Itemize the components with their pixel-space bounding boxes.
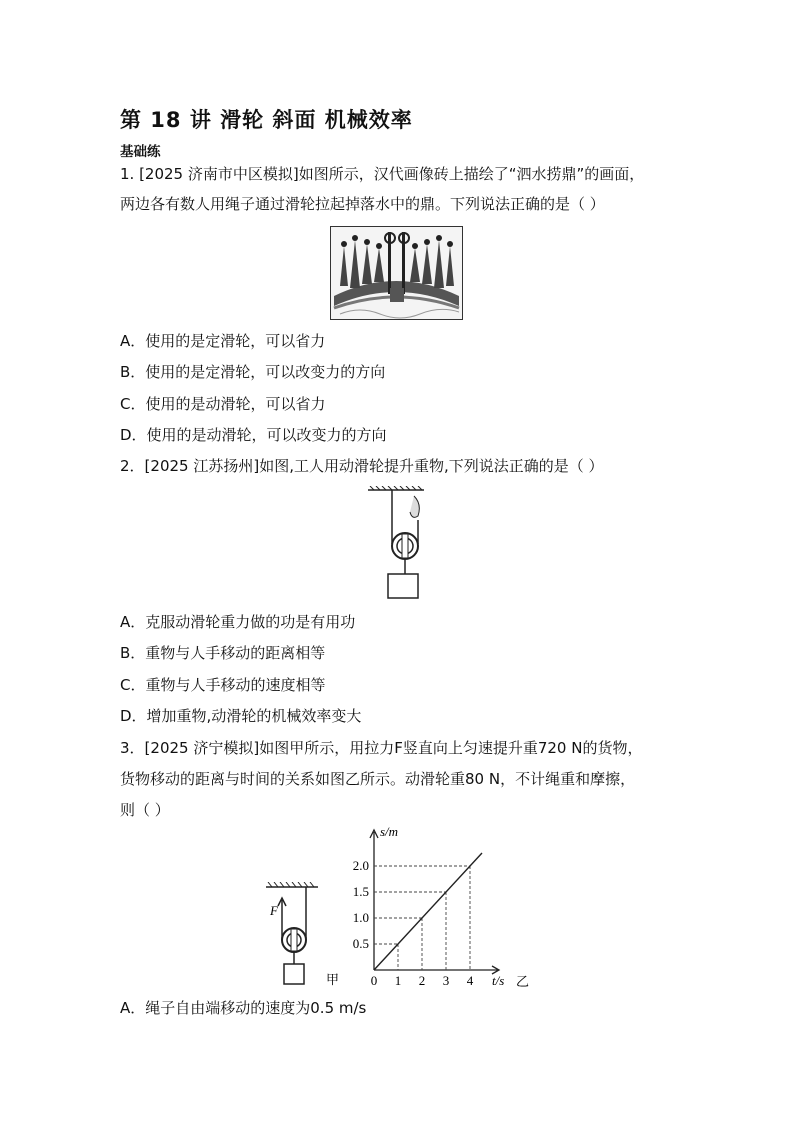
q1-stem-line2: 两边各有数人用绳子通过滑轮拉起掉落水中的鼎。下列说法正确的是（ ）	[120, 195, 605, 213]
q3-figure-b-chart	[340, 822, 540, 998]
y-tick-label-1: 1.0	[352, 910, 369, 925]
x-tick-label-2: 2	[418, 973, 426, 988]
series-line	[374, 853, 482, 970]
force-label: F	[270, 903, 278, 918]
q3-stem-line3: 则（ ）	[120, 801, 170, 819]
q2-figure-movable-pulley	[366, 486, 438, 606]
y-axis-label: s/m	[380, 824, 399, 839]
x-axis-label: t/s	[492, 973, 505, 988]
x-tick-label-0: 0	[370, 973, 378, 988]
q1-option-d: D．使用的是动滑轮，可以改变力的方向	[120, 426, 387, 444]
y-tick-label-2: 1.5	[352, 884, 369, 899]
fig-a-label: 甲	[326, 972, 340, 987]
q1-option-c: C．使用的是动滑轮，可以省力	[120, 395, 326, 413]
q1-figure-brick-relief	[330, 226, 463, 324]
x-tick-label-3: 3	[442, 973, 450, 988]
section-heading: 基础练	[120, 144, 161, 160]
y-tick-label-0: 0.5	[352, 936, 369, 951]
lesson-title: 第 18 讲 滑轮 斜面 机械效率	[120, 108, 413, 132]
fig-b-label: 乙	[516, 974, 530, 989]
q2-stem-line1: 2．[2025 江苏扬州]如图,工人用动滑轮提升重物,下列说法正确的是（ ）	[120, 457, 604, 475]
q2-option-d: D．增加重物,动滑轮的机械效率变大	[120, 707, 362, 725]
x-tick-label-1: 1	[394, 973, 402, 988]
q2-option-c: C．重物与人手移动的速度相等	[120, 676, 326, 694]
q2-option-a: A．克服动滑轮重力做的功是有用功	[120, 613, 356, 631]
q1-option-b: B．使用的是定滑轮，可以改变力的方向	[120, 363, 386, 381]
y-tick-label-3: 2.0	[352, 858, 369, 873]
q1-stem-line1: 1. [2025 济南市中区模拟]如图所示，汉代画像砖上描绘了“泗水捞鼎”的画面，	[120, 165, 645, 183]
q2-option-b: B．重物与人手移动的距离相等	[120, 644, 326, 662]
q1-option-a: A．使用的是定滑轮，可以省力	[120, 332, 326, 350]
x-tick-label-4: 4	[466, 973, 474, 988]
q3-option-a: A．绳子自由端移动的速度为0.5 m/s	[120, 999, 367, 1017]
q3-stem-line1: 3．[2025 济宁模拟]如图甲所示，用拉力F竖直向上匀速提升重720 N的货物，	[120, 739, 643, 757]
q3-stem-line2: 货物移动的距离与时间的关系如图乙所示。动滑轮重80 N，不计绳重和摩擦，	[120, 770, 636, 788]
